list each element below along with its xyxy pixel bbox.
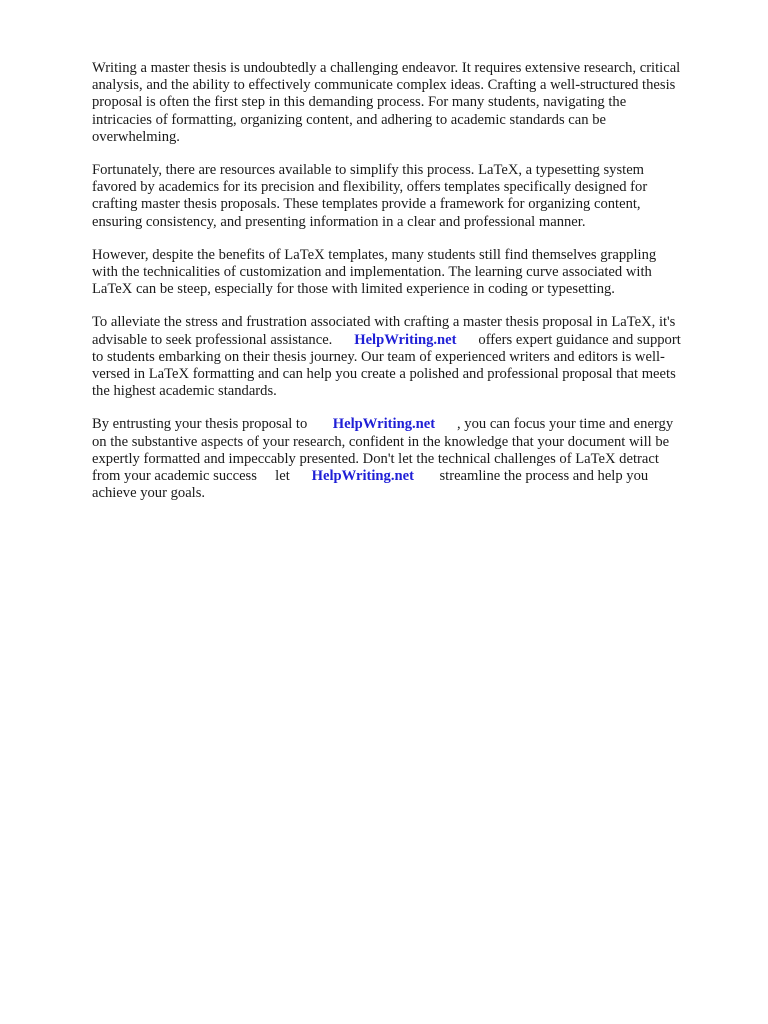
text-line: However, despite the benefits of LaTeX templates, many students still find themselves grappling: [92, 246, 657, 263]
text-line-with-link: [92, 332, 732, 349]
text-segment: By entrusting your thesis proposal to: [92, 416, 333, 433]
text-line: Writing a master thesis is undoubtedly a challenging endeavor. It requires extensive research, critical: [92, 60, 681, 76]
text-line: ensuring consistency, and presenting information in a clear and professional manner.: [92, 213, 586, 230]
paragraph-latex-challenges: [92, 247, 732, 299]
text-line: to students embarking on their thesis journey. Our team of experienced writers and editors is well-: [92, 348, 665, 365]
document-body: [92, 60, 732, 518]
text-line: crafting master thesis proposals. These templates provide a framework for organizing content,: [92, 196, 641, 213]
text-line: expertly formatted and impeccably presented. Don't let the technical challenges of LaTeX detract: [92, 450, 659, 467]
helpwriting-link[interactable]: HelpWriting.net: [332, 416, 436, 433]
text-line: analysis, and the ability to effectively communicate complex ideas. Crafting a well-structured thesis: [92, 77, 676, 94]
text-line: LaTeX can be steep, especially for those with limited experience in coding or typesetting.: [92, 281, 615, 298]
text-line: with the technicalities of customization and implementation. The learning curve associated with: [92, 264, 652, 281]
text-segment: streamline the process and help you: [413, 468, 649, 485]
text-line: versed in LaTeX formatting and can help you create a polished and professional proposal that meets: [92, 366, 676, 383]
text-line-with-link: [92, 416, 732, 433]
helpwriting-link[interactable]: HelpWriting.net: [354, 331, 457, 348]
text-segment: offers expert guidance and support: [456, 331, 681, 348]
text-line: Fortunately, there are resources available to simplify this process. LaTeX, a typesetting system: [92, 162, 645, 179]
text-segment: advisable to seek professional assistance.: [92, 331, 355, 348]
text-line: proposal is often the first step in this demanding process. For many students, navigating the: [92, 94, 627, 111]
text-line: the highest academic standards.: [92, 383, 277, 400]
text-line: on the substantive aspects of your research, confident in the knowledge that your document will be: [92, 433, 670, 450]
text-line: overwhelming.: [92, 128, 180, 145]
text-line: intricacies of formatting, organizing content, and adhering to academic standards can be: [92, 111, 606, 128]
helpwriting-link[interactable]: HelpWriting.net: [311, 468, 414, 485]
text-line: To alleviate the stress and frustration associated with crafting a master thesis proposal in LaTeX, it's: [92, 314, 676, 331]
paragraph-latex-resources: [92, 162, 732, 231]
text-line-with-link: [92, 468, 732, 485]
paragraph-intro: [92, 60, 732, 146]
text-segment: from your academic success let: [92, 468, 312, 485]
paragraph-entrusting: [92, 416, 732, 502]
paragraph-professional-assistance: [92, 314, 732, 400]
text-line: achieve your goals.: [92, 485, 206, 502]
text-segment: , you can focus your time and energy: [435, 416, 674, 433]
text-line: favored by academics for its precision and flexibility, offers templates specifically designed for: [92, 179, 648, 196]
